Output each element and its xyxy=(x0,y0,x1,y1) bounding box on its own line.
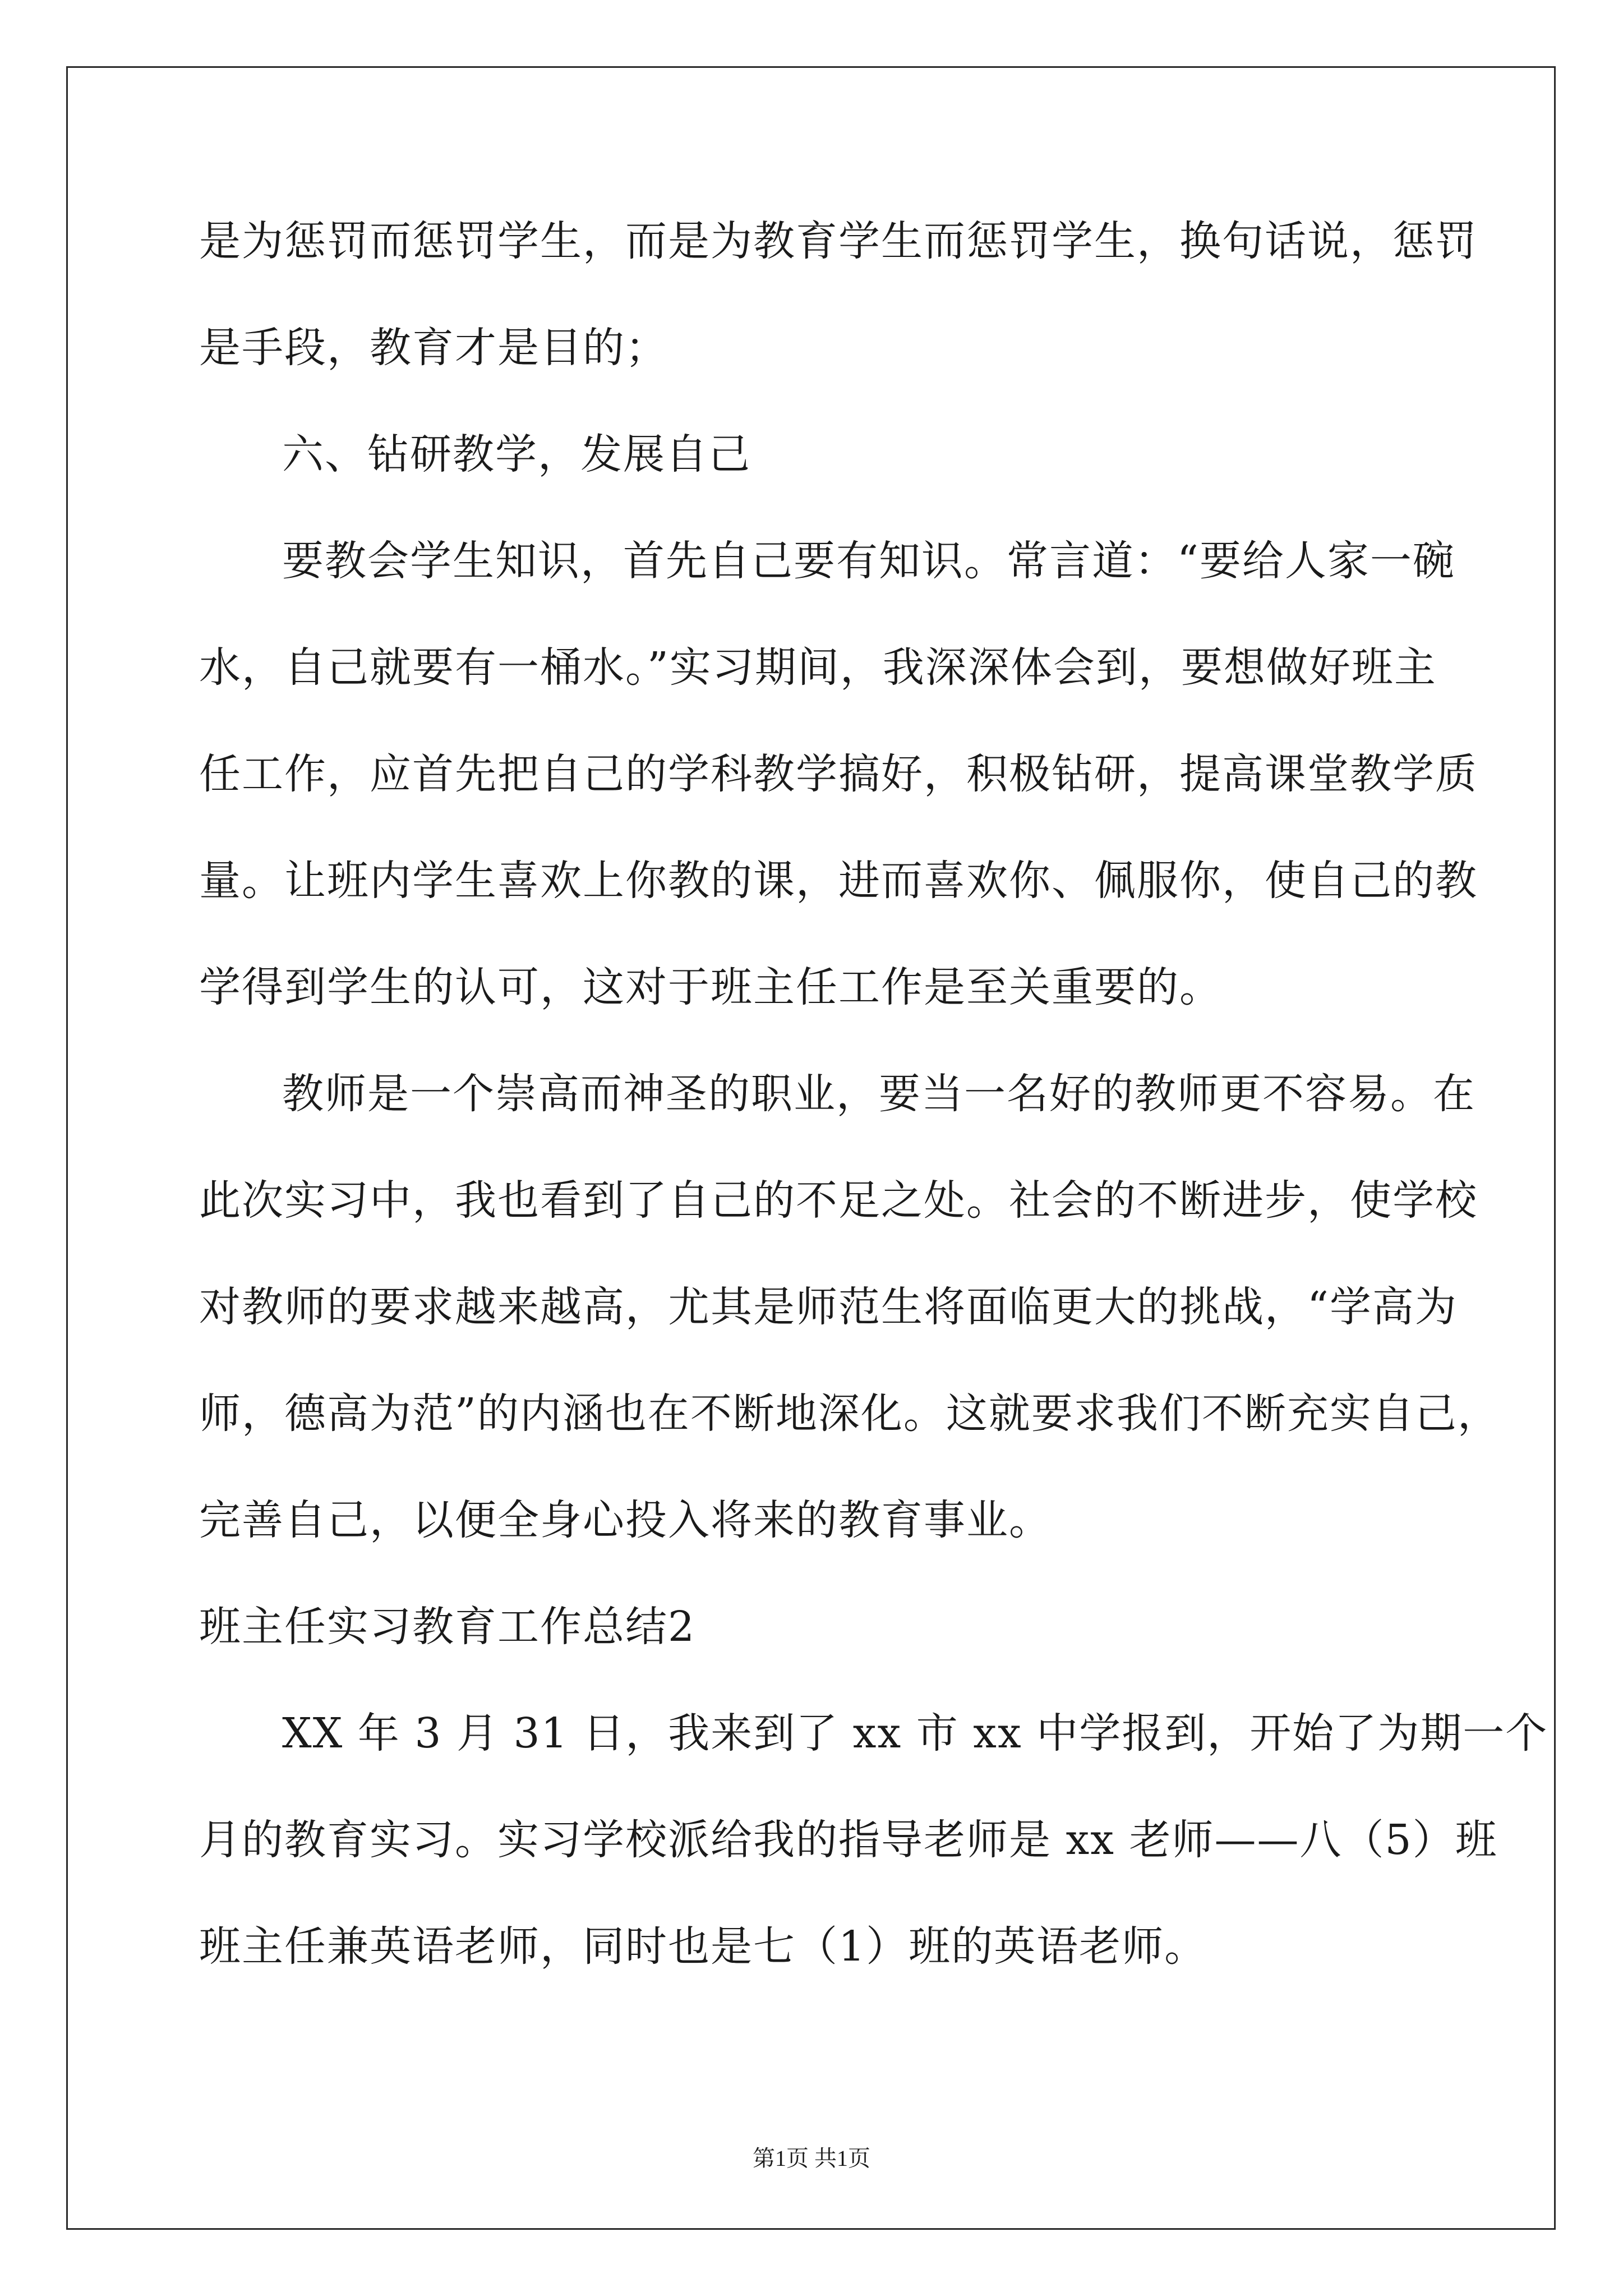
text-line: 此次实习中，我也看到了自己的不足之处。社会的不断进步，使学校 xyxy=(199,1176,1478,1225)
text-line: 任工作，应首先把自己的学科教学搞好，积极钻研，提高课堂教学质 xyxy=(199,750,1478,798)
text-line: 水，自己就要有一桶水。”实习期间，我深深体会到，要想做好班主 xyxy=(199,643,1437,692)
text-line: 班主任兼英语老师，同时也是七（1）班的英语老师。 xyxy=(199,1922,1207,1971)
text-line: 师，德高为范”的内涵也在不断地深化。这就要求我们不断充实自己， xyxy=(199,1389,1500,1438)
text-line: 教师是一个崇高而神圣的职业，要当一名好的教师更不容易。在 xyxy=(282,1070,1476,1118)
document-title: 班主任实习教育工作总结2 xyxy=(199,1603,696,1651)
page-number: 第1页 共1页 xyxy=(753,2146,870,2171)
section-heading: 六、钻研教学，发展自己 xyxy=(282,430,751,478)
text-line: 对教师的要求越来越高，尤其是师范生将面临更大的挑战，“学高为 xyxy=(199,1283,1458,1331)
text-line: 是手段，教育才是目的； xyxy=(199,324,668,372)
text-line: 是为惩罚而惩罚学生，而是为教育学生而惩罚学生，换句话说，惩罚 xyxy=(199,217,1478,265)
text-line: 量。让班内学生喜欢上你教的课，进而喜欢你、佩服你，使自己的教 xyxy=(199,857,1478,905)
text-line: 完善自己，以便全身心投入将来的教育事业。 xyxy=(199,1496,1052,1544)
text-line: 学得到学生的认可，这对于班主任工作是至关重要的。 xyxy=(199,963,1222,1011)
text-line: XX 年 3 月 31 日，我来到了 xx 市 xx 中学报到，开始了为期一个 xyxy=(282,1709,1548,1757)
text-line: 要教会学生知识，首先自己要有知识。常言道：“要给人家一碗 xyxy=(282,537,1455,585)
text-line: 月的教育实习。实习学校派给我的指导老师是 xx 老师——八（5）班 xyxy=(199,1816,1498,1864)
page-border xyxy=(66,66,1556,2230)
